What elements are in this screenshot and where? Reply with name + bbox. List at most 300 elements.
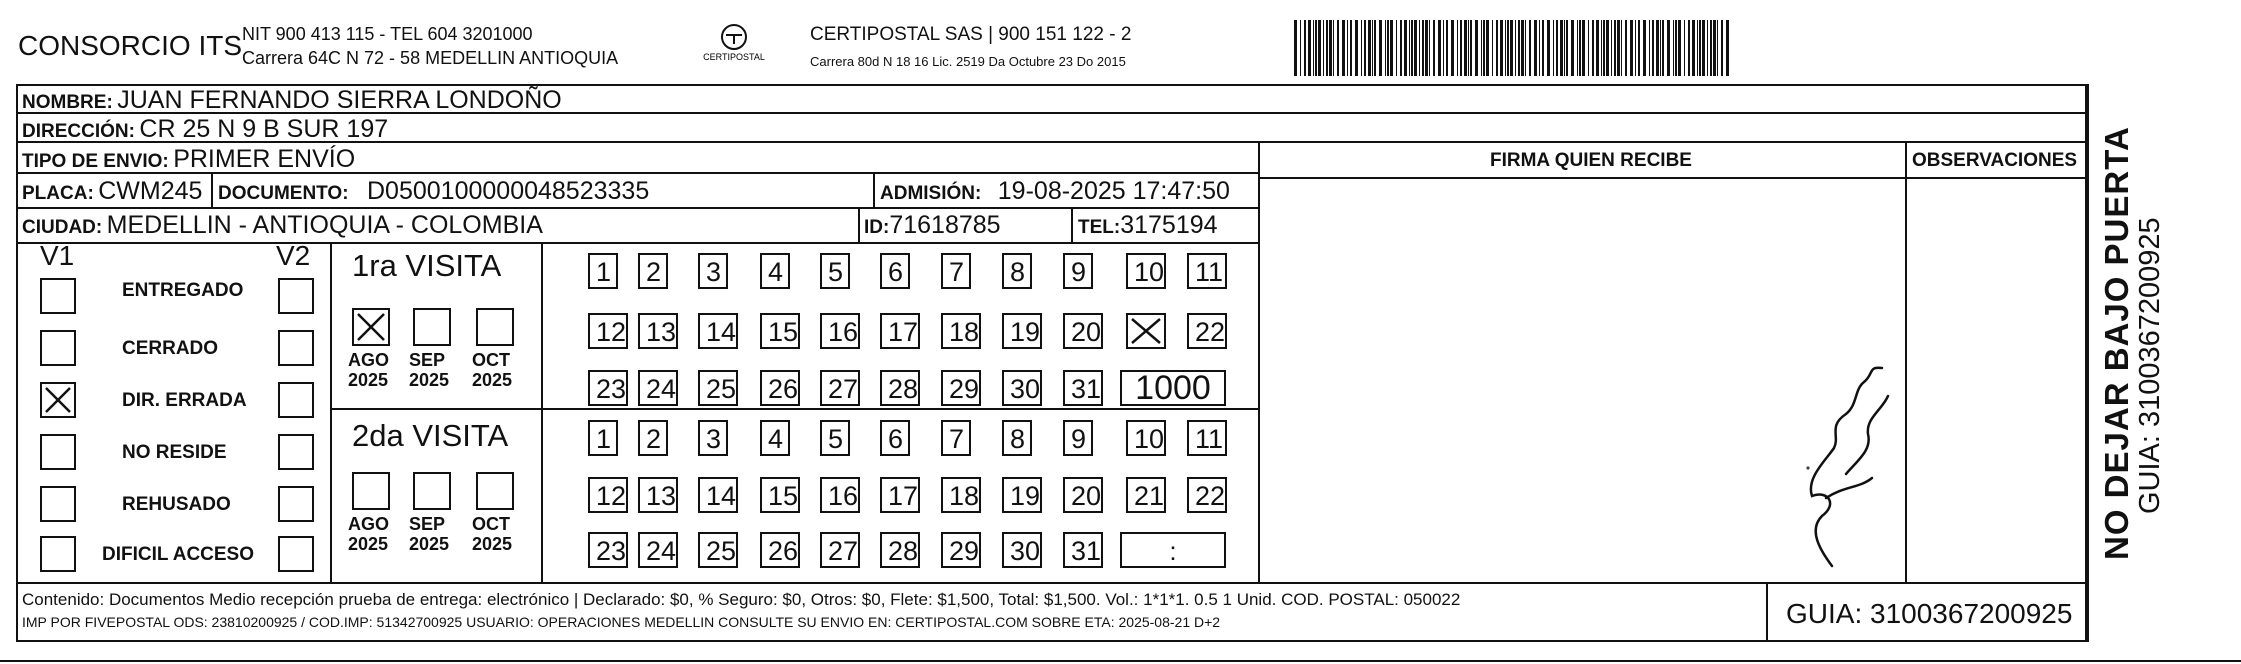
day-box[interactable] — [698, 253, 728, 289]
barcode — [1292, 20, 1732, 76]
certipostal-logo — [703, 22, 765, 72]
day-box[interactable] — [941, 313, 981, 349]
day-number: 19 — [1010, 317, 1041, 347]
barcode-bar — [1329, 20, 1332, 76]
day-box[interactable] — [941, 532, 981, 568]
day-number: 6 — [888, 424, 904, 454]
city-row — [22, 211, 543, 240]
barcode-bar — [1521, 20, 1524, 76]
barcode-bar — [1350, 20, 1352, 76]
v2-checkbox[interactable] — [278, 434, 314, 470]
name-label: NOMBRE: — [22, 92, 113, 113]
first-visit-title: 1ra VISITA — [352, 248, 502, 283]
barcode-bar — [1525, 20, 1526, 76]
company-name: CONSORCIO ITS — [18, 30, 243, 61]
barcode-bar — [1457, 20, 1458, 76]
barcode-bar — [1422, 20, 1424, 76]
barcode-bar — [1667, 20, 1670, 76]
status-label: NO RESIDE — [122, 442, 227, 463]
day-number: 28 — [888, 536, 919, 566]
barcode-bar — [1571, 20, 1574, 76]
barcode-bar — [1385, 20, 1386, 76]
day-box[interactable] — [1063, 477, 1103, 513]
month-label: SEP — [409, 514, 446, 534]
day-number: 5 — [828, 424, 844, 454]
day-number: 24 — [646, 536, 677, 566]
v1-checkbox-checked[interactable] — [40, 382, 76, 418]
shipment-type-label: TIPO DE ENVIO: — [22, 151, 169, 172]
signature-area[interactable] — [1260, 178, 1905, 582]
v2-checkbox[interactable] — [278, 330, 314, 366]
barcode-bar — [1451, 20, 1454, 76]
barcode-bar — [1396, 20, 1397, 76]
barcode-bar — [1379, 20, 1382, 76]
day-number: 4 — [768, 257, 784, 287]
day-box[interactable] — [760, 420, 790, 456]
month-label: OCT — [472, 350, 510, 370]
barcode-bar — [1342, 20, 1345, 76]
day-box[interactable] — [880, 420, 910, 456]
barcode-bar — [1601, 20, 1602, 76]
barcode-bar — [1688, 20, 1690, 76]
month-checkbox[interactable] — [413, 308, 451, 346]
day-box[interactable] — [1126, 253, 1166, 289]
year-label: 2025 — [472, 534, 513, 554]
day-number: 15 — [768, 481, 799, 511]
day-number: 17 — [888, 317, 919, 347]
day-box[interactable] — [1063, 313, 1103, 349]
barcode-bar — [1500, 20, 1503, 76]
barcode-bar — [1692, 20, 1695, 76]
address-value: CR 25 N 9 B SUR 197 — [139, 115, 389, 143]
barcode-bar — [1355, 20, 1358, 76]
day-number: 19 — [1010, 481, 1041, 511]
day-box[interactable] — [820, 532, 860, 568]
barcode-bar — [1318, 20, 1321, 76]
year-label: 2025 — [348, 534, 389, 554]
barcode-bar — [1368, 20, 1371, 76]
barcode-bar — [1630, 20, 1633, 76]
barcode-bar — [1617, 20, 1620, 76]
barcode-bar — [1425, 20, 1428, 76]
footer-print-line: IMP POR FIVEPOSTAL ODS: 23810200925 / COD.IMP: 51342700925 USUARIO: OPERACIONES MEDELLIN CONSULTE SU ENVIO EN: CERTIPOSTAL.COM SOBRE ETA: 2025-08-21 D+2 — [22, 614, 1221, 630]
barcode-bar — [1662, 20, 1664, 76]
barcode-bar — [1518, 20, 1520, 76]
barcode-bar — [1560, 20, 1563, 76]
day-box[interactable] — [698, 532, 738, 568]
barcode-bar — [1468, 20, 1469, 76]
barcode-bar — [1649, 20, 1650, 76]
plate-value: CWM245 — [98, 177, 203, 205]
name-row — [22, 86, 562, 115]
month-label: OCT — [472, 514, 510, 534]
v1-checkbox[interactable] — [40, 536, 76, 572]
day-box[interactable] — [1002, 313, 1042, 349]
day-box[interactable] — [698, 420, 728, 456]
day-box[interactable] — [638, 253, 668, 289]
barcode-bar — [1475, 20, 1478, 76]
barcode-bar — [1507, 20, 1509, 76]
day-box[interactable] — [820, 370, 860, 406]
footer-guide: GUIA: 3100367200925 — [1786, 598, 2073, 629]
day-number: 1 — [596, 257, 612, 287]
barcode-bar — [1460, 20, 1462, 76]
barcode-bar — [1387, 20, 1389, 76]
day-number: 30 — [1010, 536, 1041, 566]
time-value: 1000 — [1135, 369, 1211, 407]
barcode-bar — [1577, 20, 1578, 76]
day-number: 6 — [888, 257, 904, 287]
address-row — [22, 115, 388, 144]
v2-label: V2 — [276, 240, 311, 271]
barcode-bar — [1429, 20, 1430, 76]
day-number: 9 — [1071, 257, 1087, 287]
day-box[interactable] — [638, 420, 668, 456]
v2-checkbox[interactable] — [278, 278, 314, 314]
id-value: 71618785 — [889, 211, 1001, 239]
day-number: 24 — [646, 374, 677, 404]
month-checkbox[interactable] — [352, 472, 390, 510]
plate-field — [22, 177, 202, 206]
day-box[interactable] — [1126, 477, 1166, 513]
day-number: 28 — [888, 374, 919, 404]
year-label: 2025 — [409, 370, 450, 390]
footer-content-line: Contenido: Documentos Medio recepción prueba de entrega: electrónico | Declarado: $0, % Seguro: $0, Otros: $0, Flete: $1,500, Total: $1,500. Vol.: 1*1*1. 0.5 1 Unid. COD. POSTAL: 050022 — [22, 590, 1461, 609]
day-box[interactable] — [760, 477, 800, 513]
day-box[interactable] — [760, 253, 790, 289]
day-box[interactable] — [880, 477, 920, 513]
v1-checkbox[interactable] — [40, 330, 76, 366]
barcode-bar — [1579, 20, 1581, 76]
shipment-type-value: PRIMER ENVÍO — [173, 145, 356, 173]
day-number: 25 — [706, 374, 737, 404]
day-box[interactable] — [1002, 532, 1042, 568]
day-number: 31 — [1071, 536, 1102, 566]
day-box-checked[interactable] — [1126, 313, 1166, 349]
barcode-bar — [1566, 20, 1568, 76]
day-box[interactable] — [941, 370, 981, 406]
admission-field — [880, 177, 1230, 206]
day-number: 4 — [768, 424, 784, 454]
day-number: 26 — [768, 536, 799, 566]
day-box[interactable] — [588, 253, 618, 289]
status-label: DIR. ERRADA — [122, 390, 247, 411]
barcode-bar — [1300, 20, 1301, 76]
day-number: 27 — [828, 374, 859, 404]
time-value: : — [1169, 536, 1177, 566]
day-number: 20 — [1071, 317, 1102, 347]
day-box[interactable] — [1187, 253, 1227, 289]
barcode-bar — [1675, 20, 1677, 76]
day-number: 10 — [1134, 257, 1165, 287]
day-box[interactable] — [820, 253, 850, 289]
barcode-bar — [1404, 20, 1407, 76]
barcode-bar — [1510, 20, 1513, 76]
v2-checkbox[interactable] — [278, 382, 314, 418]
day-number: 18 — [949, 317, 980, 347]
signature-header: FIRMA QUIEN RECIBE — [1490, 150, 1692, 171]
status-label: ENTREGADO — [122, 280, 244, 301]
document-field — [218, 177, 649, 206]
barcode-bar — [1304, 20, 1306, 76]
v1-label: V1 — [40, 240, 75, 271]
barcode-bar — [1582, 20, 1585, 76]
day-number: 23 — [596, 374, 627, 404]
year-label: 2025 — [348, 370, 389, 390]
barcode-bar — [1294, 20, 1297, 76]
barcode-bar — [1684, 20, 1685, 76]
barcode-bar — [1710, 20, 1712, 76]
day-box[interactable] — [698, 370, 738, 406]
day-box[interactable] — [820, 313, 860, 349]
day-number: 30 — [1010, 374, 1041, 404]
barcode-bar — [1492, 20, 1493, 76]
month-label: AGO — [348, 514, 390, 534]
second-visit-time[interactable] — [1120, 532, 1226, 568]
day-number: 15 — [768, 317, 799, 347]
month-checkbox[interactable] — [413, 472, 451, 510]
barcode-bar — [1496, 20, 1498, 76]
barcode-bar — [1308, 20, 1311, 76]
barcode-bar — [1556, 20, 1558, 76]
day-number: 17 — [888, 481, 919, 511]
day-box[interactable] — [820, 477, 860, 513]
barcode-bar — [1419, 20, 1420, 76]
barcode-bar — [1611, 20, 1612, 76]
day-box[interactable] — [1063, 420, 1093, 456]
day-box[interactable] — [1063, 253, 1093, 289]
day-box[interactable] — [1002, 477, 1042, 513]
day-box[interactable] — [638, 313, 678, 349]
barcode-bar — [1673, 20, 1674, 76]
day-box[interactable] — [588, 313, 628, 349]
day-number: 5 — [828, 257, 844, 287]
day-number: 21 — [1134, 481, 1165, 511]
barcode-bar — [1588, 20, 1589, 76]
barcode-bar — [1592, 20, 1594, 76]
day-number: 22 — [1195, 481, 1226, 511]
day-box[interactable] — [941, 253, 971, 289]
admission-label: ADMISIÓN: — [880, 183, 982, 204]
city-value: MEDELLIN - ANTIOQUIA - COLOMBIA — [106, 211, 543, 239]
barcode-bar — [1621, 20, 1622, 76]
day-box[interactable] — [760, 370, 800, 406]
document-value: D0500100000048523335 — [367, 177, 650, 205]
barcode-bar — [1411, 20, 1413, 76]
month-label: AGO — [348, 350, 390, 370]
first-visit-time[interactable] — [1120, 370, 1226, 406]
observations-header: OBSERVACIONES — [1912, 150, 2078, 171]
barcode-bar — [1596, 20, 1599, 76]
barcode-bar — [1390, 20, 1393, 76]
day-box[interactable] — [1187, 420, 1227, 456]
barcode-bar — [1702, 20, 1705, 76]
day-number: 16 — [828, 481, 859, 511]
day-box[interactable] — [880, 370, 920, 406]
day-box[interactable] — [880, 313, 920, 349]
day-number: 25 — [706, 536, 737, 566]
day-number: 26 — [768, 374, 799, 404]
address-label: DIRECCIÓN: — [22, 121, 135, 142]
carrier-name: CERTIPOSTAL SAS | 900 151 122 - 2 — [810, 24, 1132, 45]
city-label: CIUDAD: — [22, 217, 103, 238]
barcode-bar — [1505, 20, 1506, 76]
day-box[interactable] — [880, 253, 910, 289]
day-number: 11 — [1195, 424, 1224, 454]
barcode-bar — [1438, 20, 1441, 76]
day-number: 8 — [1010, 424, 1026, 454]
barcode-bar — [1326, 20, 1328, 76]
barcode-bar — [1643, 20, 1646, 76]
day-box[interactable] — [1002, 420, 1032, 456]
status-label: DIFICIL ACCESO — [102, 544, 255, 565]
barcode-bar — [1347, 20, 1348, 76]
carrier-address: Carrera 80d N 18 16 Lic. 2519 Da Octubre 23 Do 2015 — [810, 54, 1126, 69]
year-label: 2025 — [472, 370, 513, 390]
barcode-bar — [1470, 20, 1472, 76]
day-box[interactable] — [941, 420, 971, 456]
day-number: 9 — [1071, 424, 1087, 454]
day-number: 16 — [828, 317, 859, 347]
v2-checkbox[interactable] — [278, 536, 314, 572]
barcode-bar — [1625, 20, 1627, 76]
day-number: 10 — [1134, 424, 1165, 454]
barcode-bar — [1660, 20, 1661, 76]
barcode-bar — [1534, 20, 1537, 76]
day-box[interactable] — [820, 420, 850, 456]
barcode-bar — [1464, 20, 1467, 76]
day-box[interactable] — [698, 313, 738, 349]
barcode-bar — [1515, 20, 1516, 76]
day-box[interactable] — [880, 532, 920, 568]
name-value: JUAN FERNANDO SIERRA LONDOÑO — [117, 86, 562, 114]
day-box[interactable] — [638, 370, 678, 406]
barcode-bar — [1372, 20, 1373, 76]
barcode-bar — [1529, 20, 1531, 76]
barcode-bar — [1483, 20, 1485, 76]
day-number: 18 — [949, 481, 980, 511]
day-number: 31 — [1071, 374, 1102, 404]
v1-checkbox[interactable] — [40, 486, 76, 522]
month-checkbox[interactable] — [476, 308, 514, 346]
barcode-bar — [1315, 20, 1317, 76]
tel-field — [1078, 211, 1218, 240]
day-number: 29 — [949, 536, 980, 566]
barcode-bar — [1697, 20, 1698, 76]
day-box[interactable] — [638, 532, 678, 568]
barcode-bar — [1539, 20, 1540, 76]
barcode-bar — [1333, 20, 1334, 76]
day-number: 22 — [1195, 317, 1226, 347]
tel-value: 3175194 — [1120, 211, 1218, 239]
barcode-bar — [1323, 20, 1324, 76]
barcode-bar — [1713, 20, 1716, 76]
barcode-bar — [1603, 20, 1605, 76]
tel-label: TEL: — [1078, 217, 1121, 238]
barcode-bar — [1638, 20, 1640, 76]
side-guide: GUIA: 3100367200925 — [2134, 217, 2166, 514]
barcode-bar — [1364, 20, 1366, 76]
day-number: 12 — [596, 481, 627, 511]
day-number: 1 — [596, 424, 612, 454]
barcode-bar — [1443, 20, 1444, 76]
barcode-bar — [1678, 20, 1681, 76]
day-box[interactable] — [1063, 532, 1103, 568]
day-number: 13 — [646, 481, 677, 511]
day-box[interactable] — [1002, 253, 1032, 289]
day-box[interactable] — [588, 477, 628, 513]
v2-checkbox[interactable] — [278, 486, 314, 522]
day-box[interactable] — [698, 477, 738, 513]
day-box[interactable] — [760, 532, 800, 568]
day-number: 2 — [646, 424, 662, 454]
barcode-bar — [1717, 20, 1718, 76]
day-number: 2 — [646, 257, 662, 287]
day-box[interactable] — [1063, 370, 1103, 406]
barcode-bar — [1414, 20, 1417, 76]
day-number: 8 — [1010, 257, 1026, 287]
day-number: 27 — [828, 536, 859, 566]
barcode-bar — [1652, 20, 1654, 76]
barcode-bar — [1486, 20, 1489, 76]
day-box[interactable] — [588, 532, 628, 568]
barcode-bar — [1400, 20, 1402, 76]
day-box[interactable] — [1187, 313, 1227, 349]
day-number: 20 — [1071, 481, 1102, 511]
id-field — [864, 211, 1001, 240]
side-warning: NO DEJAR BAJO PUERTA — [2098, 126, 2135, 560]
barcode-bar — [1361, 20, 1362, 76]
v1-checkbox[interactable] — [40, 434, 76, 470]
month-checkbox[interactable] — [476, 472, 514, 510]
barcode-bar — [1313, 20, 1314, 76]
second-visit-title: 2da VISITA — [352, 418, 509, 453]
barcode-bar — [1564, 20, 1565, 76]
day-box[interactable] — [1187, 477, 1227, 513]
barcode-bar — [1446, 20, 1448, 76]
barcode-bar — [1433, 20, 1435, 76]
id-label: ID: — [864, 217, 890, 238]
barcode-bar — [1635, 20, 1636, 76]
day-box[interactable] — [638, 477, 678, 513]
barcode-bar — [1614, 20, 1616, 76]
barcode-bar — [1409, 20, 1410, 76]
day-number: 12 — [596, 317, 627, 347]
barcode-bar — [1481, 20, 1482, 76]
barcode-bar — [1547, 20, 1550, 76]
barcode-bar — [1726, 20, 1729, 76]
admission-value: 19-08-2025 17:47:50 — [997, 177, 1230, 205]
svg-text:CERTIPOSTAL: CERTIPOSTAL — [703, 52, 765, 62]
day-box[interactable] — [1002, 370, 1042, 406]
day-box[interactable] — [588, 370, 628, 406]
day-box[interactable] — [760, 313, 800, 349]
plate-label: PLACA: — [22, 183, 94, 204]
day-box[interactable] — [1126, 420, 1166, 456]
barcode-bar — [1542, 20, 1544, 76]
day-box[interactable] — [588, 420, 618, 456]
day-number: 14 — [706, 317, 737, 347]
day-number: 14 — [706, 481, 737, 511]
company-nit: NIT 900 413 115 - TEL 604 3201000 — [242, 24, 533, 44]
shipment-type-row — [22, 145, 355, 174]
month-checkbox-checked[interactable] — [352, 308, 390, 346]
year-label: 2025 — [409, 534, 450, 554]
barcode-bar — [1553, 20, 1554, 76]
day-box[interactable] — [941, 477, 981, 513]
v1-checkbox[interactable] — [40, 278, 76, 314]
barcode-bar — [1656, 20, 1659, 76]
